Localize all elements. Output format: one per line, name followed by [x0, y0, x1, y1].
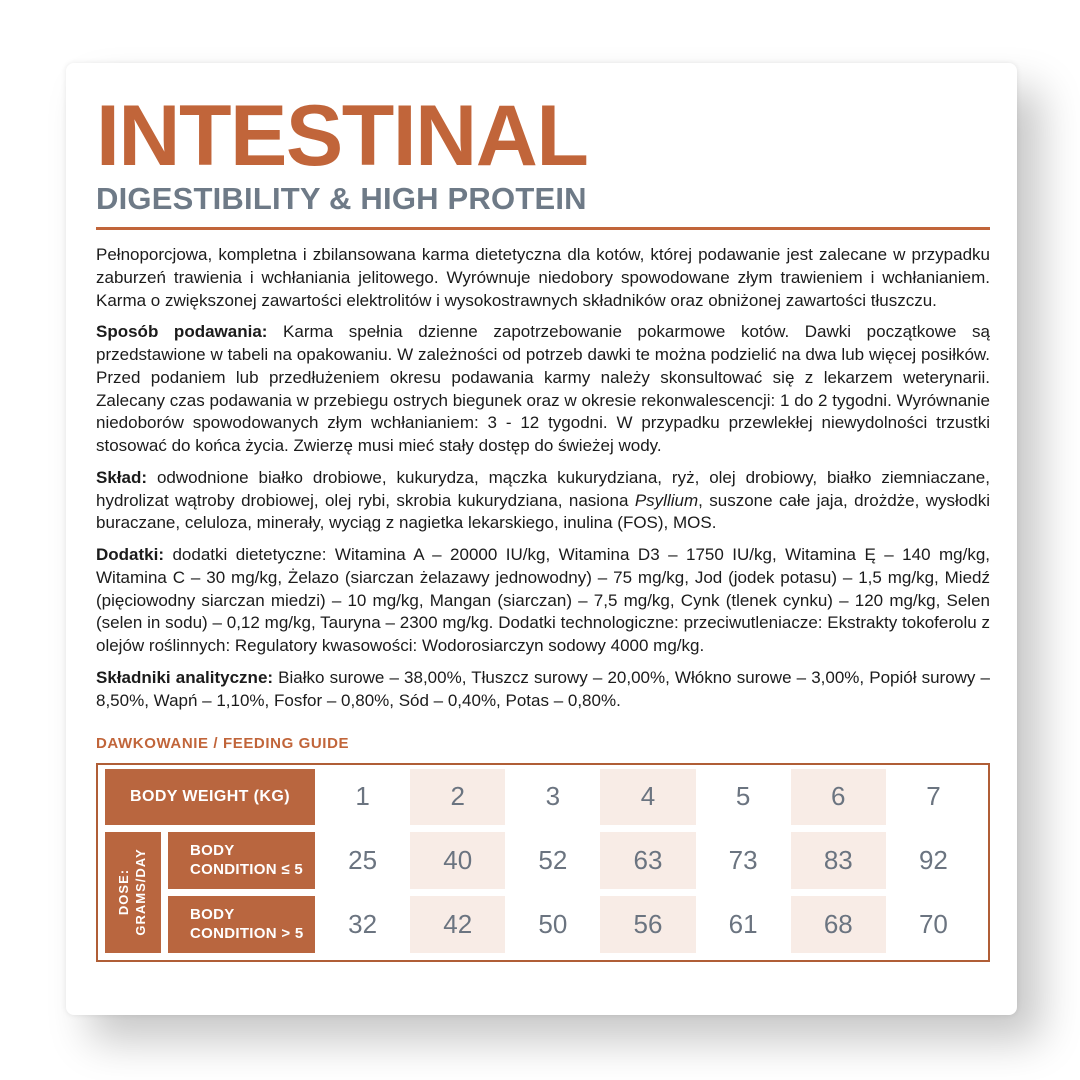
weight-value-cell: 7 — [926, 781, 941, 812]
paragraph-lead: Składniki analityczne: — [96, 668, 274, 688]
dose-axis-label-line2: GRAMS/DAY — [133, 848, 148, 936]
dose-value-cell: 42 — [410, 896, 505, 953]
dose-axis-label — [116, 848, 150, 935]
description-paragraph — [96, 244, 990, 312]
paragraph-lead: Skład: — [96, 467, 148, 487]
dose-value-cell: 50 — [538, 908, 568, 939]
body-condition-le5-line2: CONDITION ≤ 5 — [190, 861, 303, 879]
composition-paragraph — [96, 467, 990, 535]
dose-value-cell: 63 — [600, 832, 695, 889]
composition-italic-term: Psyllium — [634, 490, 699, 510]
weight-value-cell: 6 — [791, 769, 886, 825]
analytical-constituents-paragraph — [96, 667, 990, 713]
dose-value-cell: 56 — [600, 896, 695, 953]
body-condition-gt5-cell — [168, 896, 315, 953]
dose-value-cell: 73 — [728, 844, 758, 875]
dose-value-cell: 70 — [918, 908, 948, 939]
dose-value-cell: 40 — [410, 832, 505, 889]
weight-value-cell: 5 — [735, 781, 751, 812]
product-title: INTESTINAL — [96, 88, 588, 184]
body-condition-le5-line1: BODY — [190, 841, 235, 859]
dose-value-cell: 83 — [791, 832, 886, 889]
body-weight-header-cell: BODY WEIGHT (KG) — [105, 769, 315, 825]
divider-rule — [96, 227, 990, 230]
paragraph-lead: Dodatki: — [96, 545, 164, 565]
dose-value-cell: 52 — [538, 844, 568, 875]
body-condition-gt5-line2: CONDITION > 5 — [190, 925, 304, 943]
composition-text: odwodnione białko drobiowe, kukurydza, mączka kukurydziana, ryż, olej drobiowy, białko ziemniaczane, hydrolizat wątroby drobiowej, olej rybi, skrobia kukurydziana, nasiona — [96, 467, 990, 510]
body-condition-le5-cell — [168, 832, 315, 889]
weight-value-cell: 3 — [545, 781, 561, 812]
additives-text: dodatki dietetyczne: Witamina A – 20000 IU/kg, Witamina D3 – 1750 IU/kg, Witamina Ę – 140 mg/kg, Witamina C – 30 mg/kg, Żelazo (siarczan żelazawy jednowodny) – 75 mg/kg, Jod (jodek potasu) – 1,5 mg/kg, Miedź (pięciowodny siarczan miedzi) – 10 mg/kg, Mangan (siarczan) – 7,5 mg/kg, Cynk (tlenek cynku) – 120 mg/kg, Selen (selen in sodu) – 0,12 mg/kg, Tauryna – 2300 mg/kg. Dodatki technologiczne: przeciwutleniacze: Ekstrakty tokoferolu z olejów roślinnych: Regulatory kwasowości: Wodorosiarczyn sodowy 4000 mg/kg. — [96, 545, 990, 656]
dose-axis-cell — [105, 832, 161, 953]
dose-value-cell: 32 — [348, 908, 378, 939]
dose-axis-label-line1: DOSE: — [116, 868, 132, 916]
weight-value-cell: 4 — [600, 769, 695, 825]
product-subtitle: DIGESTIBILITY & HIGH PROTEIN — [96, 181, 587, 216]
additives-paragraph — [96, 544, 990, 658]
dose-value-cell: 61 — [728, 908, 758, 939]
composition-text-continued: , suszone całe jaja, drożdże, wysłodki buraczane, celuloza, minerały, wyciąg z nagietka lekarskiego, inulina (FOS), MOS. — [96, 490, 990, 533]
feeding-instructions-text: Karma spełnia dzienne zapotrzebowanie pokarmowe kotów. Dawki początkowe są przedstawione w tabeli na opakowaniu. W zależności od potrzeb dawki te można podzielić na dwa lub więcej posiłków. Przed podaniem lub przedłużeniem okresu podawania karmy należy skonsultować się z lekarzem weterynarii. Zalecany czas podawania w przebiegu ostrych biegunek oraz w okresie rekonwalescencji: 1 do 2 tygodni. Wyrównanie niedoborów spowodowanych złym wchłanianiem: 3 - 12 tygodni. W przypadku przewlekłej niewydolności trzustki stosować do końca życia. Zwierzę musi mieć stały dostęp do świeżej wody. — [96, 322, 991, 456]
weight-value-cell: 1 — [355, 781, 370, 812]
dose-value-cell: 68 — [791, 896, 886, 953]
weight-value-cell: 2 — [410, 769, 505, 825]
dose-value-cell: 92 — [918, 844, 948, 875]
paragraph-lead: Sposób podawania: — [96, 322, 268, 342]
feeding-instructions-paragraph — [96, 321, 990, 458]
description-text: Pełnoporcjowa, kompletna i zbilansowana karma dietetyczna dla kotów, której podawanie jest zalecane w przypadku zaburzeń trawienia i wchłaniania jelitowego. Wyrównuje niedobory spowodowane złym trawieniem i wchłanianiem. Karma o zwiększonej zawartości elektrolitów i wysokostrawnych składników oraz obniżonej zawartości tłuszczu. — [96, 245, 990, 310]
analytical-constituents-text: Białko surowe – 38,00%, Tłuszcz surowy – 20,00%, Włókno surowe – 3,00%, Popiół surowy – 8,50%, Wapń – 1,10%, Fosfor – 0,80%, Sód – 0,40%, Potas – 0,80%. — [96, 668, 990, 710]
label-card — [66, 63, 1017, 1015]
body-condition-gt5-line1: BODY — [190, 905, 235, 923]
feeding-guide-heading: DAWKOWANIE / FEEDING GUIDE — [96, 734, 350, 752]
dose-value-cell: 25 — [348, 844, 378, 875]
feeding-guide-table — [96, 763, 990, 962]
